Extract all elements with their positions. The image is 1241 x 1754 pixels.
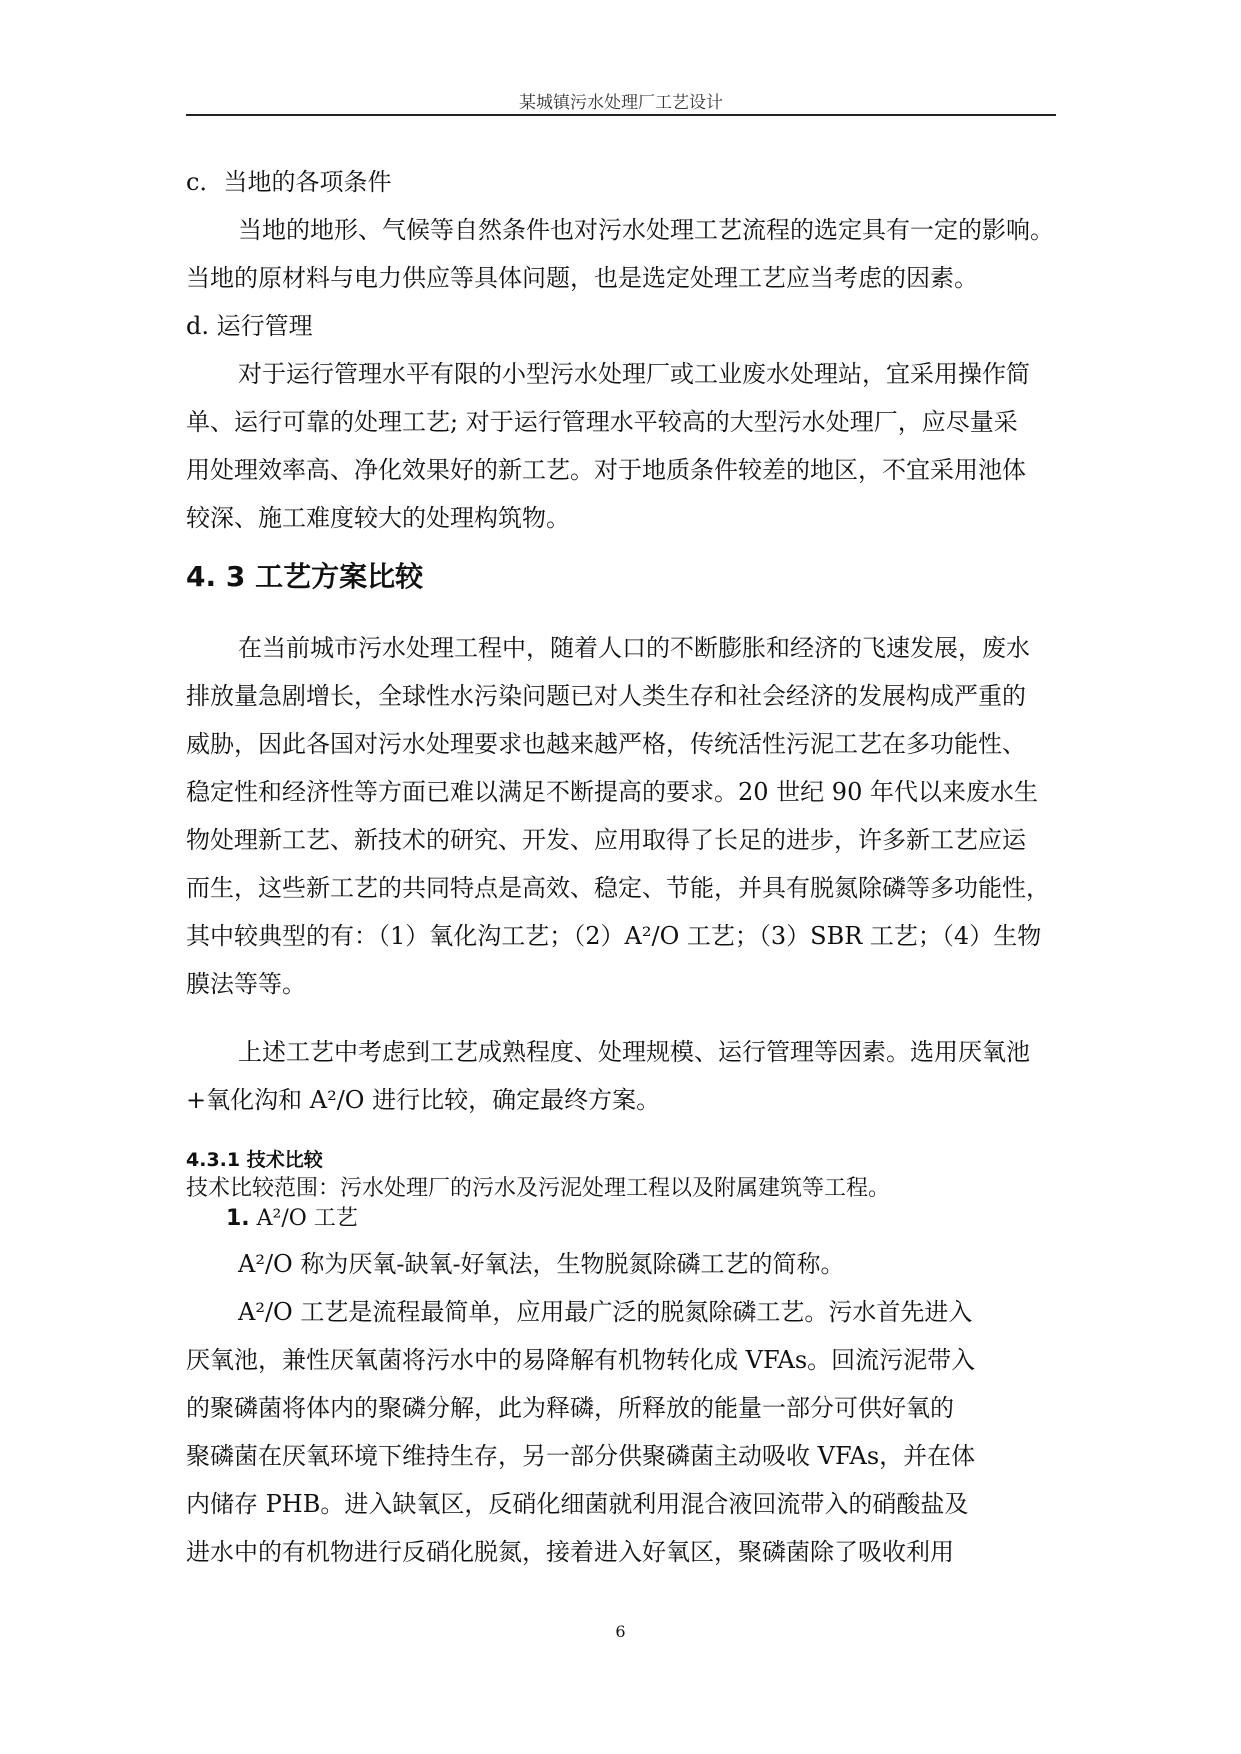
paragraph-line: 排放量急剧增长，全球性水污染问题已对人类生存和社会经济的发展构成严重的 (186, 682, 1026, 710)
list-item-title: A²/O 工艺 (256, 1206, 358, 1231)
paragraph-line: 对于运行管理水平有限的小型污水处理厂或工业废水处理站，宜采用操作简 (238, 360, 1030, 388)
paragraph-line: 厌氧池，兼性厌氧菌将污水中的易降解有机物转化成 VFAs。回流污泥带入 (186, 1346, 976, 1374)
paragraph-line: 较深、施工难度较大的处理构筑物。 (186, 504, 570, 532)
subsection-d-heading: d. 运行管理 (186, 312, 313, 340)
definition-line: A²/O 称为厌氧-缺氧-好氧法，生物脱氮除磷工艺的简称。 (238, 1250, 845, 1278)
paragraph-line: 单、运行可靠的处理工艺; 对于运行管理水平较高的大型污水处理厂，应尽量采 (186, 408, 1018, 436)
scope-line: 技术比较范围：污水处理厂的污水及污泥处理工程以及附属建筑等工程。 (186, 1176, 891, 1201)
paragraph-line: 膜法等等。 (186, 970, 306, 998)
paragraph-line: 进水中的有机物进行反硝化脱氮，接着进入好氧区，聚磷菌除了吸收利用 (186, 1538, 954, 1566)
paragraph-line: 在当前城市污水处理工程中，随着人口的不断膨胀和经济的飞速发展，废水 (238, 634, 1030, 662)
page-body (186, 158, 1066, 1576)
paragraph-line: 当地的原材料与电力供应等具体问题，也是选定处理工艺应当考虑的因素。 (186, 264, 978, 292)
paragraph-line: 用处理效率高、净化效果好的新工艺。对于地质条件较差的地区，不宜采用池体 (186, 456, 1026, 484)
paragraph-line: 稳定性和经济性等方面已难以满足不断提高的要求。20 世纪 90 年代以来废水生 (186, 778, 1038, 806)
subsection-c-heading: c．当地的各项条件 (186, 168, 392, 196)
paragraph-line: 内储存 PHB。进入缺氧区，反硝化细菌就利用混合液回流带入的硝酸盐及 (186, 1490, 969, 1518)
section-4-3-1-title: 4.3.1 技术比较 (186, 1149, 323, 1171)
paragraph-line: A²/O 工艺是流程最简单，应用最广泛的脱氮除磷工艺。污水首先进入 (238, 1298, 973, 1326)
paragraph-gap (186, 1008, 1066, 1028)
paragraph-line: +氧化沟和 A²/O 进行比较，确定最终方案。 (186, 1086, 661, 1114)
paragraph-line: 物处理新工艺、新技术的研究、开发、应用取得了长足的进步，许多新工艺应运 (186, 826, 1026, 854)
list-item-number: 1. (226, 1206, 250, 1231)
page-number: 6 (615, 1622, 626, 1641)
paragraph-line: 当地的地形、气候等自然条件也对污水处理工艺流程的选定具有一定的影响。 (238, 216, 1054, 244)
running-header: 某城镇污水处理厂工艺设计 (519, 93, 723, 113)
header-rule (186, 114, 1056, 116)
list-item-1-heading (186, 1204, 1066, 1234)
paragraph-line: 其中较典型的有：（1）氧化沟工艺；（2）A²/O 工艺；（3）SBR 工艺；（4）生物 (186, 922, 1042, 950)
paragraph-line: 上述工艺中考虑到工艺成熟程度、处理规模、运行管理等因素。选用厌氧池 (238, 1038, 1030, 1066)
paragraph-line: 而生，这些新工艺的共同特点是高效、稳定、节能，并具有脱氮除磷等多功能性， (186, 874, 1050, 902)
section-4-3-title: 4. 3 工艺方案比较 (186, 560, 424, 593)
paragraph-line: 威胁，因此各国对污水处理要求也越来越严格，传统活性污泥工艺在多功能性、 (186, 730, 1026, 758)
paragraph-line: 的聚磷菌将体内的聚磷分解，此为释磷，所释放的能量一部分可供好氧的 (186, 1394, 954, 1422)
paragraph-line: 聚磷菌在厌氧环境下维持生存，另一部分供聚磷菌主动吸收 VFAs，并在体 (186, 1442, 976, 1470)
